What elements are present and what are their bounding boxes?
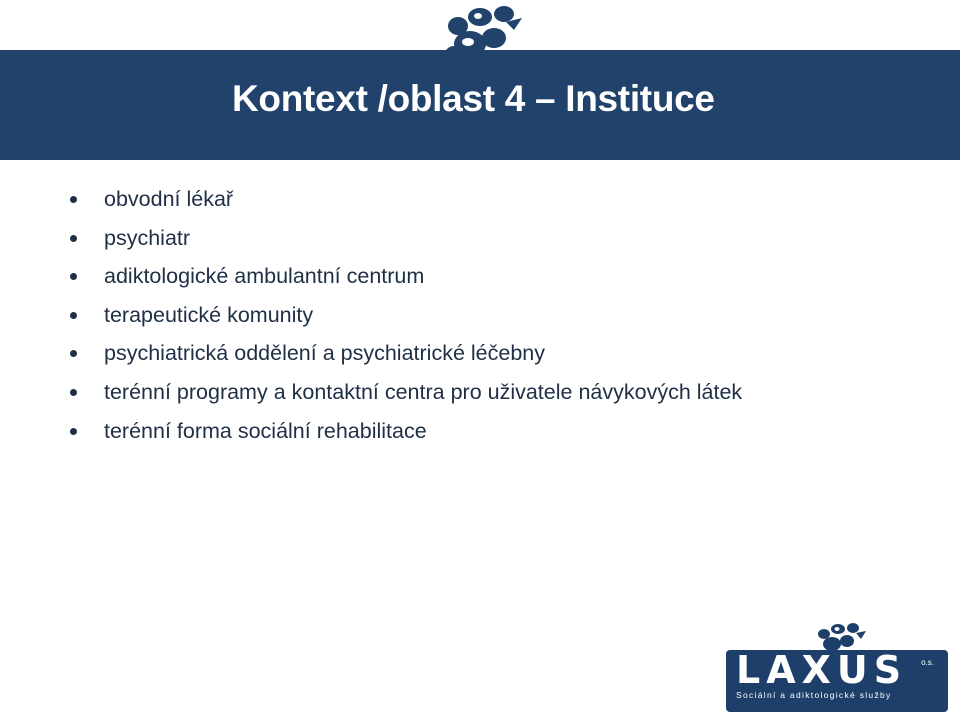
laxus-logo-icon xyxy=(430,0,530,72)
bullet-text: terénní programy a kontaktní centra pro uživatele návykových látek xyxy=(104,379,743,404)
bullet-icon xyxy=(70,312,77,319)
list-item xyxy=(68,412,742,451)
bullet-icon xyxy=(70,235,77,242)
bullet-icon xyxy=(70,428,77,435)
bullet-text: terénní forma sociální rehabilitace xyxy=(104,418,427,443)
bullet-text: psychiatr xyxy=(104,225,191,250)
list-item xyxy=(68,180,742,219)
bullet-text: psychiatrická oddělení a psychiatrické léčebny xyxy=(104,341,545,366)
bullet-text: obvodní lékař xyxy=(104,187,234,211)
bullet-icon xyxy=(70,350,77,357)
bullet-icon xyxy=(70,196,77,203)
brand-suffix: o.s. xyxy=(921,658,934,667)
list-item xyxy=(68,257,742,296)
slide-title: Kontext /oblast 4 – Instituce xyxy=(232,78,715,119)
brand-name: LAXUS xyxy=(736,648,908,692)
brand-tagline: Sociální a adiktologické služby xyxy=(736,690,892,700)
bullet-text: adiktologické ambulantní centrum xyxy=(104,264,425,289)
brand-logo xyxy=(726,620,948,712)
bullet-icon xyxy=(70,273,77,280)
list-item xyxy=(68,373,742,412)
list-item xyxy=(68,296,742,335)
bullet-list xyxy=(68,180,742,450)
list-item xyxy=(68,334,742,373)
bullet-icon xyxy=(70,389,77,396)
bullet-text: terapeutické komunity xyxy=(104,302,314,327)
list-item xyxy=(68,219,742,258)
